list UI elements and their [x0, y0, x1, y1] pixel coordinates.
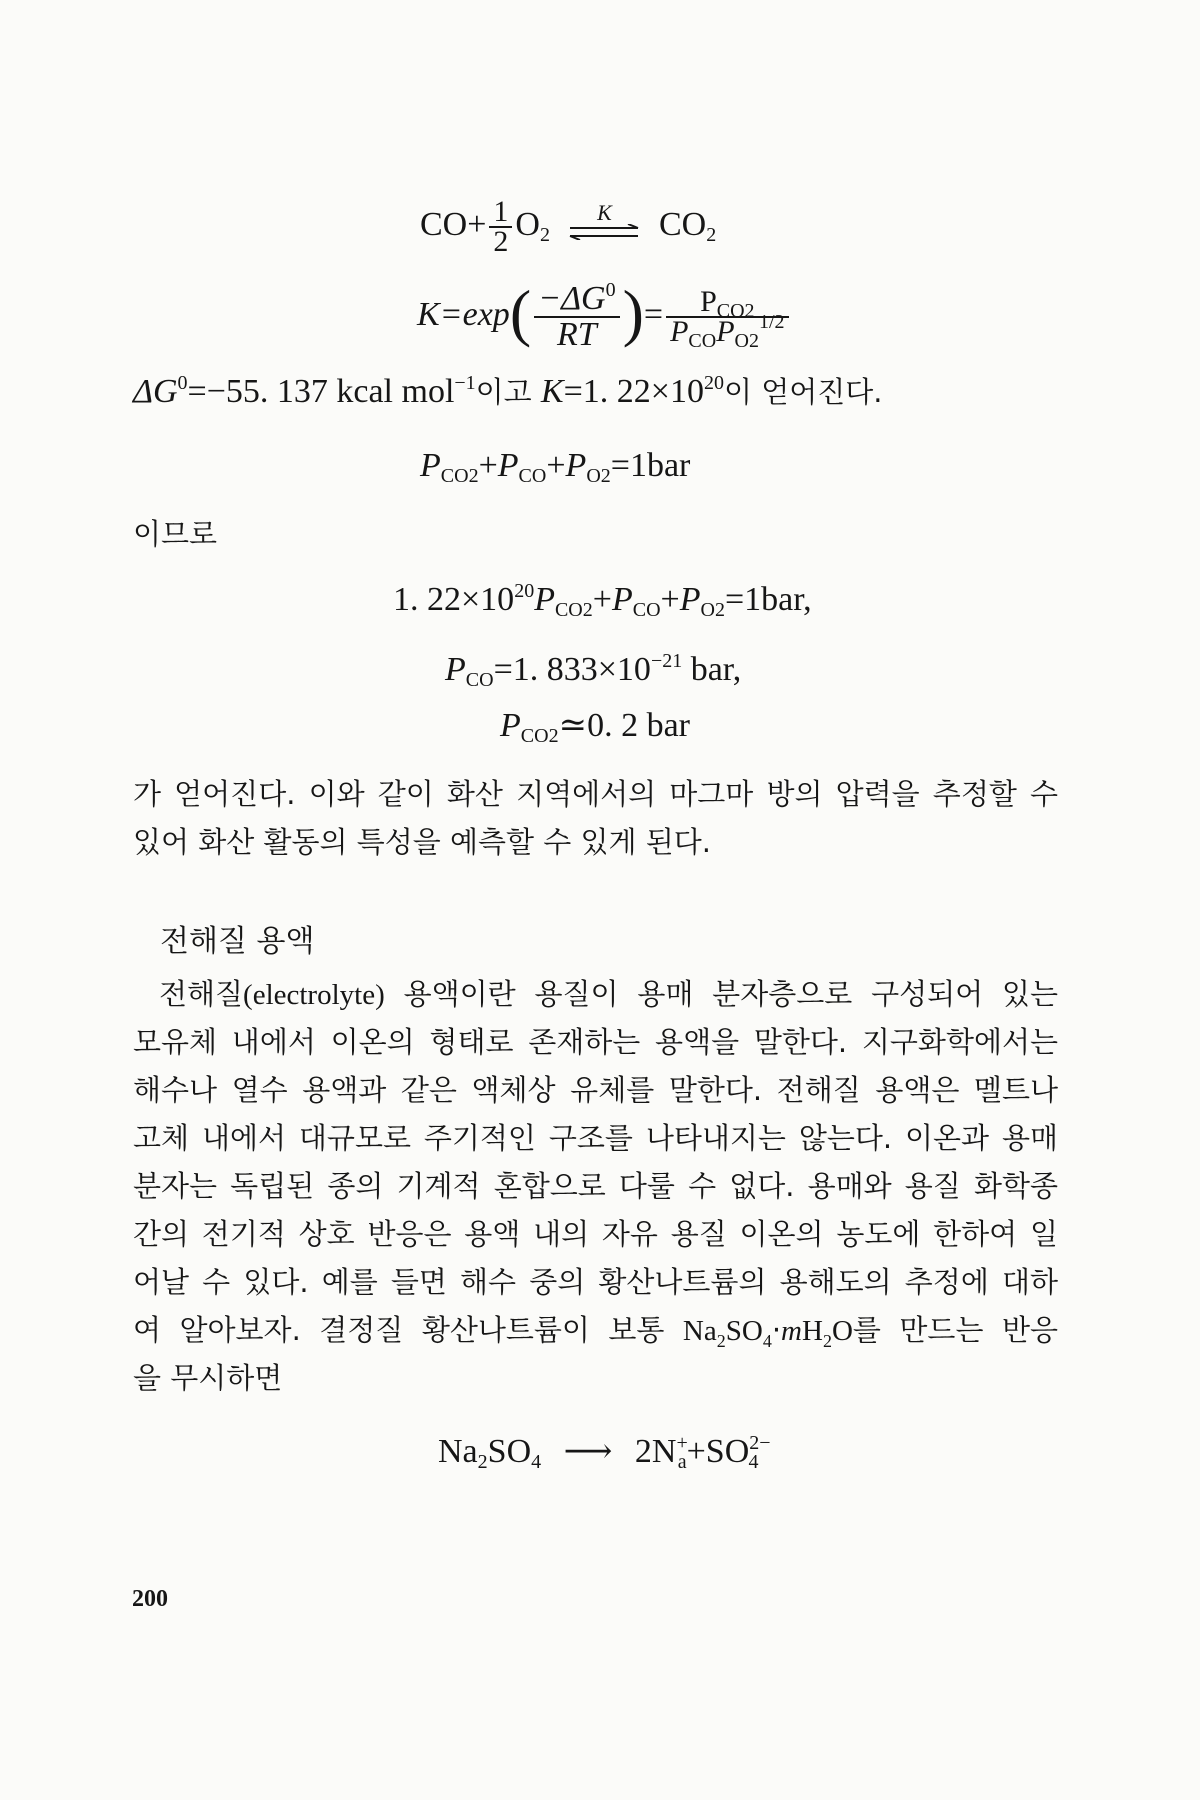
paragraph-line: 해수나 열수 용액과 같은 액체상 유체를 말한다. 전해질 용액은 멜트나 — [133, 1073, 1058, 1107]
fraction-gibbs: $\frac{-\Delta G^0}{RT}$ — [534, 282, 619, 352]
equation-total-pressure: $P_{CO2}+P_{CO}+P_{O2}=1bar$ — [420, 447, 691, 487]
equation-sodium-sulfate-dissociation: $Na_2SO_4$ ⟶ $2N^+_a+SO^{2-}_4$ — [438, 1432, 771, 1473]
paragraph-line: 전해질(electrolyte) 용액이란 용질이 용매 분자층으로 구성되어 있는 — [159, 977, 1058, 1011]
equation-gibbs-value: $\Delta G^0=-55$. 137 kcal mol$^{-1}$이고 K=1. $22\times 10^{20}$이 얻어진다. — [133, 372, 883, 410]
paragraph-line: 모유체 내에서 이온의 형태로 존재하는 용액을 말한다. 지구화학에서는 — [133, 1025, 1058, 1059]
page-number: 200 — [132, 1586, 168, 1612]
paragraph-line: 가 얻어진다. 이와 같이 화산 지역에서의 마그마 방의 압력을 추정할 수 — [133, 777, 1058, 811]
paragraph-line: 어날 수 있다. 예를 들면 해수 중의 황산나트륨의 용해도의 추정에 대하 — [133, 1265, 1058, 1299]
paragraph-line: 여 알아보자. 결정질 황산나트륨이 보통 $Na_2SO_4\cdot mH_2O$를 만드는 반응 — [133, 1313, 1058, 1351]
equilibrium-arrow: K — [568, 202, 640, 240]
paragraph-line: 간의 전기적 상호 반응은 용액 내의 자유 용질 이온의 농도에 한하여 일 — [133, 1217, 1058, 1251]
equation-pco-result: $P_{CO}=1$. $833\times 10^{-21}$ bar, — [445, 650, 742, 691]
fraction-pressures: $\frac{P_{CO2}}{P_{CO}P_{O2}^{1/2}}$ — [666, 288, 788, 346]
equation-co-oxidation: CO+ $\frac{1}{2}$ $O_2$ K $CO_2$ — [420, 195, 717, 258]
paragraph-line: 고체 내에서 대규모로 주기적인 구조를 나타내지는 않는다. 이온과 용매 — [133, 1121, 1058, 1155]
equation-equilibrium-constant: K=exp( $\frac{-\Delta G^0}{RT}$ )= $\frac{P_{CO2}}{P_{CO}P_{O2}^{1/2}}$ — [417, 282, 792, 352]
paragraph-magma-pressure — [133, 772, 1058, 868]
fraction-half: $\frac{1}{2}$ — [489, 198, 512, 256]
equation-pco2-result: $P_{CO2}≃0$. 2 bar — [500, 707, 690, 747]
paragraph-line: 분자는 독립된 종의 기계적 혼합으로 다룰 수 없다. 용매와 용질 화학종 — [133, 1169, 1058, 1203]
equation-substituted-pressure: 1. $22\times 10^{20}P_{CO2}+P_{CO}+P_{O2}=1bar$, — [393, 580, 812, 621]
paragraph-electrolyte — [133, 972, 1058, 1404]
paragraph-line: 을 무시하면 — [133, 1361, 283, 1395]
section-heading: 전해질 용액 — [160, 924, 315, 959]
connector-text: 이므로 — [133, 517, 218, 551]
paragraph-line: 있어 화산 활동의 특성을 예측할 수 있게 된다. — [133, 825, 711, 859]
